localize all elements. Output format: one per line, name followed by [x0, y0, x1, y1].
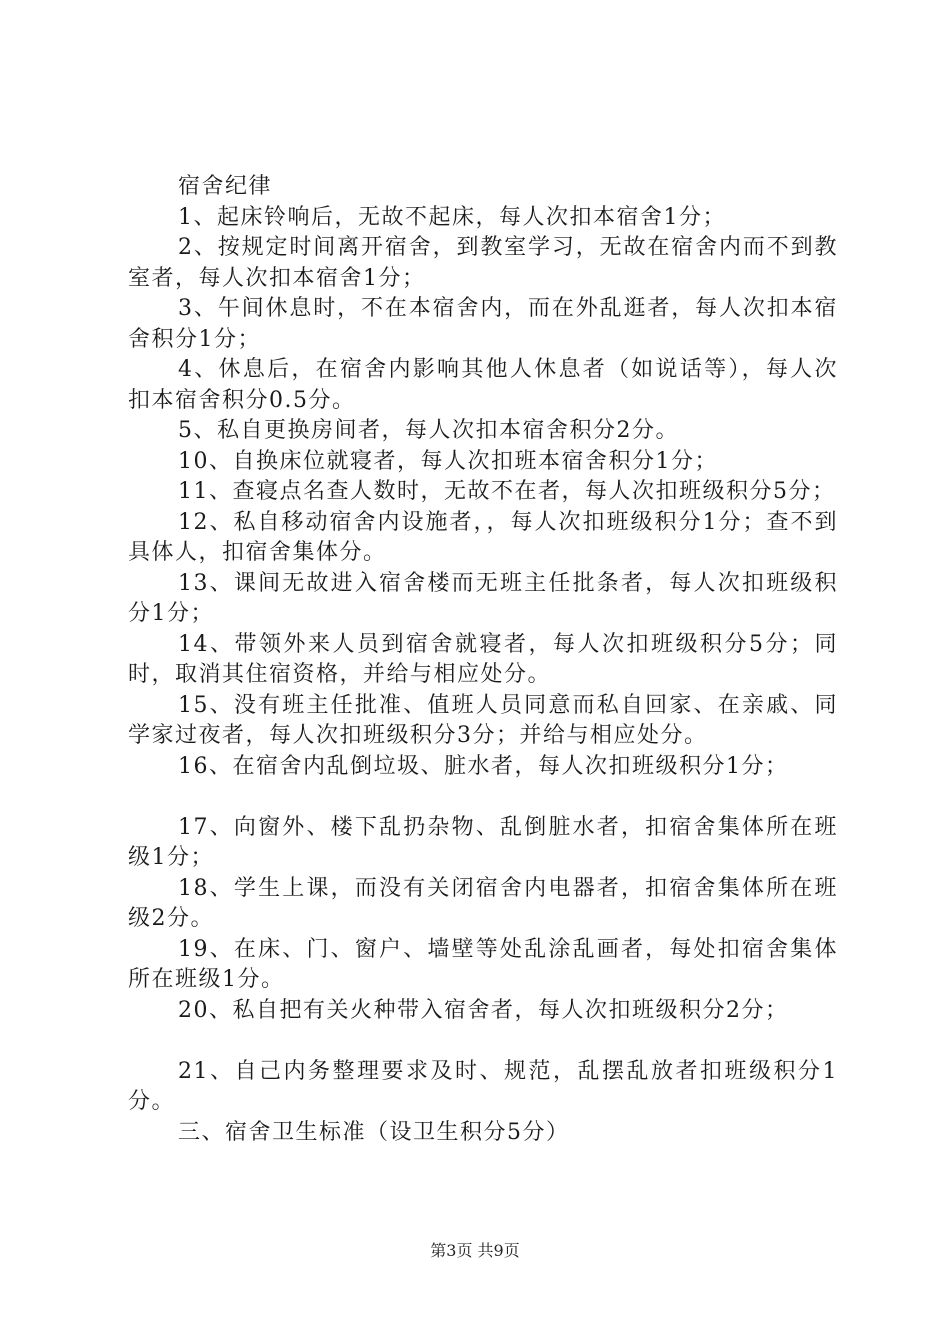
rule-paragraph: 17、向窗外、楼下乱扔杂物、乱倒脏水者，扣宿舍集体所在班级1分； [128, 814, 838, 870]
blank-line [128, 1026, 838, 1057]
rule-paragraph: 18、学生上课，而没有关闭宿舍内电器者，扣宿舍集体所在班级2分。 [128, 875, 838, 931]
blank-line [128, 782, 838, 813]
rule-paragraph: 20、私自把有关火种带入宿舍者，每人次扣班级积分2分； [178, 997, 789, 1023]
rule-paragraph: 2、按规定时间离开宿舍，到教室学习，无故在宿舍内而不到教室者，每人次扣本宿舍1分； [128, 235, 838, 291]
rule-paragraph: 21、自己内务整理要求及时、规范，乱摆乱放者扣班级积分1分。 [128, 1058, 838, 1114]
rule-paragraph: 11、查寝点名查人数时，无故不在者，每人次扣班级积分5分； [178, 479, 836, 504]
rule-paragraph: 12、私自移动宿舍内设施者，，每人次扣班级积分1分；查不到具体人，扣宿舍集体分。 [128, 509, 838, 565]
document-body [128, 172, 838, 1148]
rule-paragraph: 5、私自更换房间者，每人次扣本宿舍积分2分。 [178, 418, 679, 443]
section-title: 宿舍纪律 [178, 174, 273, 199]
rule-paragraph: 19、在床、门、窗户、墙壁等处乱涂乱画者，每处扣宿舍集体所在班级1分。 [128, 936, 838, 992]
rule-paragraph: 15、没有班主任批准、值班人员同意而私自回家、在亲戚、同学家过夜者，每人次扣班级积分3分；并给与相应处分。 [128, 692, 838, 748]
section-heading: 三、宿舍卫生标准（设卫生积分5分） [178, 1119, 570, 1145]
rule-paragraph: 4、休息后，在宿舍内影响其他人休息者（如说话等），每人次扣本宿舍积分0.5分。 [128, 357, 838, 413]
page-number-footer: 第3页 共9页 [430, 1241, 520, 1260]
rule-paragraph: 13、课间无故进入宿舍楼而无班主任批条者，每人次扣班级积分1分； [128, 570, 838, 626]
rule-paragraph: 14、带领外来人员到宿舍就寝者，每人次扣班级积分5分；同时，取消其住宿资格，并给与相应处分。 [128, 631, 838, 687]
rule-paragraph: 10、自换床位就寝者，每人次扣班本宿舍积分1分； [178, 448, 718, 474]
rule-paragraph: 3、午间休息时，不在本宿舍内，而在外乱逛者，每人次扣本宿舍积分1分； [128, 296, 838, 352]
rule-paragraph: 16、在宿舍内乱倒垃圾、脏水者，每人次扣班级积分1分； [178, 753, 789, 779]
rule-paragraph: 1、起床铃响后，无故不起床，每人次扣本宿舍1分； [178, 204, 726, 230]
